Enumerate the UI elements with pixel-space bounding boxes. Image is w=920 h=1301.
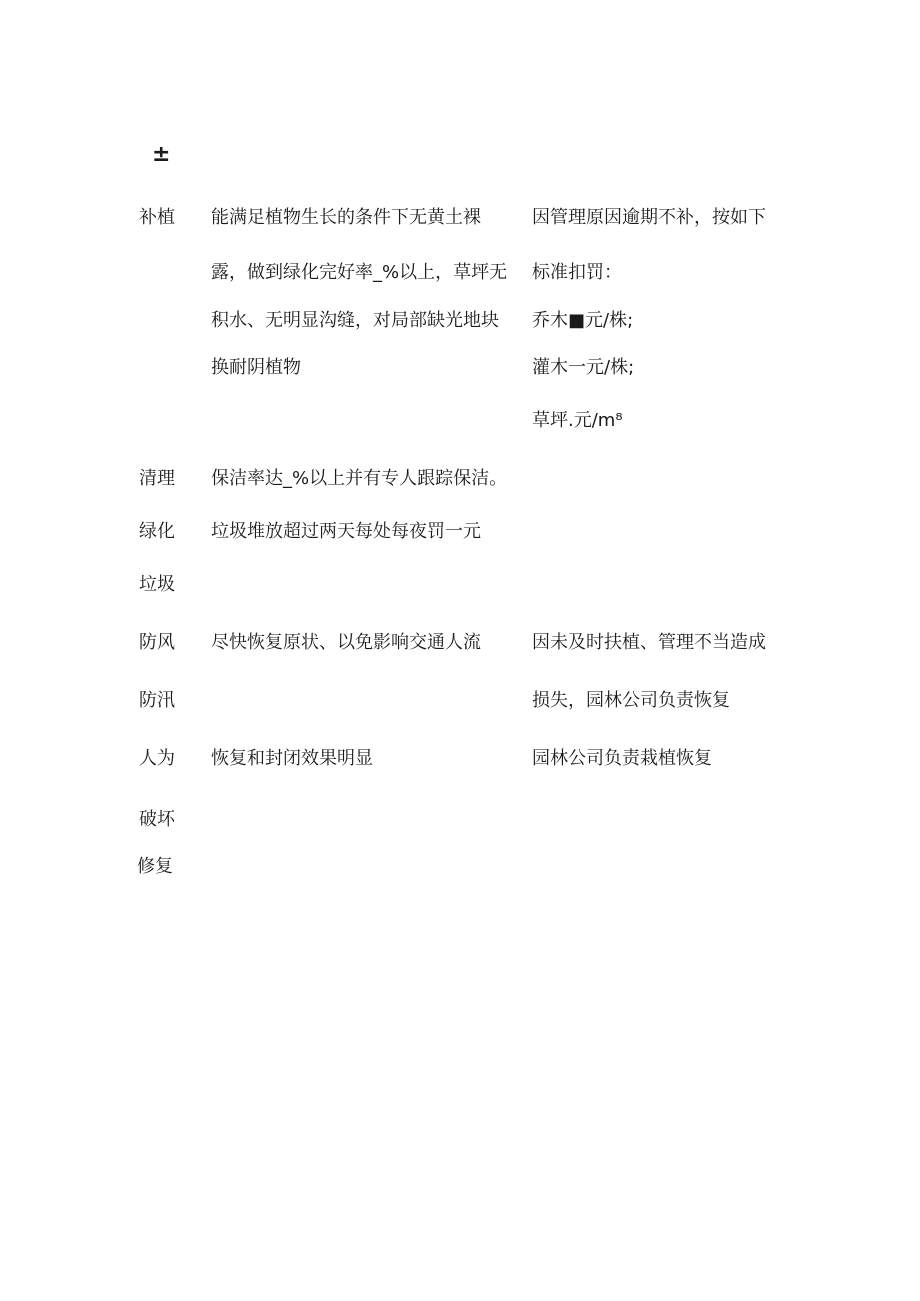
penalty-text: 灌木一元/株;: [532, 357, 635, 378]
standard-text: 保洁率达_%以上并有专人跟踪保洁。: [211, 468, 508, 489]
standard-text: 恢复和封闭效果明显: [211, 748, 373, 769]
row-label: 防汛: [139, 690, 175, 711]
standard-text: 尽快恢复原状、以免影响交通人流: [211, 632, 481, 653]
penalty-text: 园林公司负责栽植恢复: [532, 748, 712, 769]
penalty-text: 因未及时扶植、管理不当造成: [532, 632, 766, 653]
standard-text: 积水、无明显沟缝，对局部缺光地块: [211, 310, 499, 331]
penalty-text: 草坪.元/m⁸: [532, 410, 623, 431]
top-mark: ±: [152, 142, 171, 167]
penalty-text: 损失，园林公司负责恢复: [532, 690, 730, 711]
standard-text: 换耐阴植物: [211, 357, 301, 378]
standard-text: 垃圾堆放超过两天每处每夜罚一元: [211, 521, 481, 542]
standard-text: 能满足植物生长的条件下无黄土裸: [211, 207, 481, 228]
row-label: 垃圾: [139, 574, 175, 595]
penalty-text: 因管理原因逾期不补，按如下: [532, 207, 766, 228]
row-label: 绿化: [139, 521, 175, 542]
row-label: 清理: [139, 468, 175, 489]
row-label: 防风: [139, 632, 175, 653]
row-label: 补植: [139, 207, 175, 228]
standard-text: 露，做到绿化完好率_%以上，草坪无: [211, 262, 508, 283]
row-label: 修复: [137, 856, 173, 877]
row-label: 破坏: [139, 809, 175, 830]
penalty-text: 乔木■元/株;: [532, 310, 634, 331]
row-label: 人为: [139, 748, 175, 769]
penalty-text: 标准扣罚：: [532, 262, 622, 283]
